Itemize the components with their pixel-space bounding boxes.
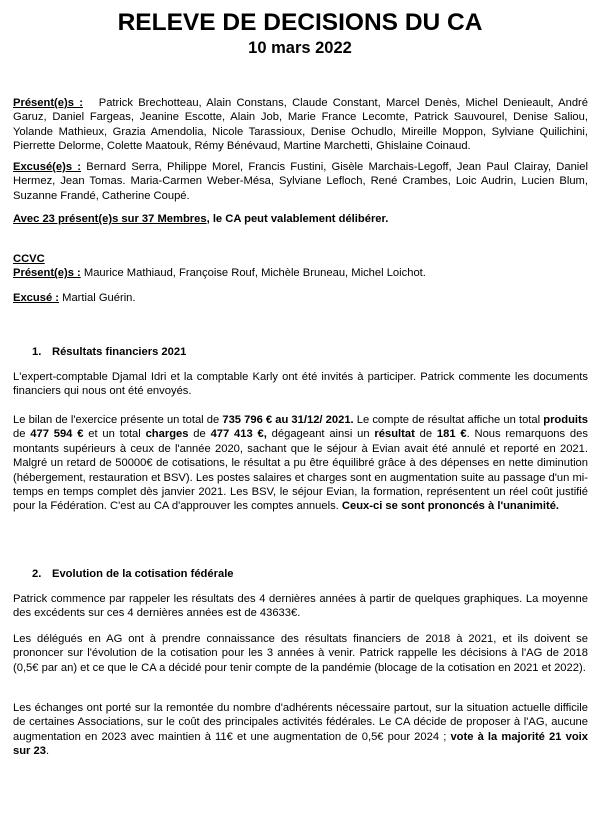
presents-label: Présent(e)s : [13,97,83,109]
p2-text-3: de [13,428,31,441]
resultat-value: 181 € [436,428,467,441]
section1-decision: Ceux-ci se sont prononcés à l'unanimité. [341,500,560,513]
charges-value: 477 413 €, [210,428,267,441]
ccvc-excuse-names: Martial Guérin. [62,292,136,304]
ccvc-presents-label: Présent(e)s : [13,267,81,280]
excuses-paragraph [13,160,588,203]
ccvc-label: CCVC [13,253,45,265]
presents-names: Patrick Brechotteau, Alain Constans, Claude Constant, Marcel Denès, Michel Denieault, André Garuz, Daniel Fargeas, Jeanine Escotte, Alain Job, Marie France Lecomte, Patrick Sauvourel, Denise Saliou, Yolande Mathieux, Grazia Amendolia, Nicole Tarassioux, Denise Ochudlo, Mireille Moppon, Sylviane Quilichini, Pierrette Delorme, Colette Maatouk, Rémy Bénévaud, Martine Marchetti, Ghislaine Coinaud. [13,97,588,153]
produits-label: produits [543,414,588,426]
resultat-label: résultat [374,428,415,441]
section2-paragraph-2: Les délégués en AG ont à prendre connaissance des résultats financiers de 2018 à 2021, et ils doivent se prononcer sur l'évolution de la cotisation pour les 3 années à venir. Patrick rappelle les décisions à l'AG de 2018 (0,5€ par an) et ce que le CA a décidé pour tenir compte de la pandémie (blocage de la cotisation en 2021 et 2022). [13,633,588,674]
section1-heading [32,345,186,359]
section2-title: Evolution de la cotisation fédérale [52,568,234,580]
p2-text-2: Le compte de résultat affiche un total [353,414,544,426]
document-date: 10 mars 2022 [248,39,352,57]
section2-paragraph-3 [13,701,588,759]
excuses-names: Bernard Serra, Philippe Morel, Francis Fustini, Gisèle Marchais-Legoff, Jean Paul Clairay, Daniel Hermez, Jean Tomas. Maria-Carmen Weber-Mésa, Sylviane Lefloch, René Crambes, Loic Audrin, Lucien Blum, Suzanne Frandé, Catherine Coupé. [13,161,588,202]
quorum-count: Avec 23 présent(e)s sur 37 Membres [13,213,207,225]
p3-text-2: . [45,745,50,758]
bilan-total: 735 796 € au 31/12/ 2021. [222,414,354,426]
section1-paragraph-2 [13,413,588,514]
charges-label: charges [145,428,189,441]
presents-paragraph [13,96,588,154]
produits-value: 477 594 € [30,428,84,441]
p2-text-7: de [414,428,437,441]
excuses-label: Excusé(e)s : [13,161,82,173]
p2-text-8: . Nous remarquons des montants supérieurs à ceux de l'année 2020, sachant que le séjour à Evian avait été annulé et reporté en 2021. Malgré un retard de 50000€ de cotisations, le résultat a pu être équilibré grâce à des dépenses en nette diminution (hébergement, restauration et BSV). Les postes salaires et charges sont en augmentation suite au passage d'un mi-temps en temps complet dès janvier 2021. Les BSV, le séjour Evian, la formation, représentent un réel coût justifié pour la Fédération. C'est au CA d'approuver les comptes annuels. [13,428,588,513]
ccvc-presents-names: Maurice Mathiaud, Françoise Rouf, Michèle Bruneau, Michel Loichot. [83,267,426,280]
section1-paragraph-1: L'expert-comptable Djamal Idri et la comptable Karly ont été invités à participer. Patrick commente les documents financiers qui nous ont été envoyés. [13,371,588,398]
section2-vote: vote à la majorité 21 voix sur 23 [13,730,588,758]
section1-title: Résultats financiers 2021 [52,346,187,358]
section1-number: 1. [32,346,42,358]
p2-text-6: dégageant ainsi un [266,428,375,441]
section2-number: 2. [32,568,42,580]
section2-heading [32,567,234,581]
ccvc-excuse [13,291,588,305]
quorum-text: , le CA peut valablement délibérer. [206,213,389,225]
p2-text-5: de [188,428,211,441]
p3-text-1: Les échanges ont porté sur la remontée du nombre d'adhérents nécessaire partout, sur la situation actuelle difficile de certaines Associations, sur le coût des principales activités fédérales. Le CA décide de proposer à l'AG, aucune augmentation en 2023 avec maintien à 11€ et une augmentation de 0,5€ pour 2024 ; [13,702,588,743]
p2-text-4: et un total [83,428,146,441]
ccvc-section [13,252,588,281]
p2-text-1: Le bilan de l'exercice présente un total de [13,414,223,426]
ccvc-excuse-label: Excusé : [13,292,60,304]
document-title: RELEVE DE DECISIONS DU CA [117,9,483,36]
section2-paragraph-1: Patrick commence par rappeler les résultats des 4 dernières années à partir de quelques graphiques. La moyenne des excédents sur ces 4 dernières années est de 43633€. [13,593,588,620]
quorum-statement [13,212,588,226]
